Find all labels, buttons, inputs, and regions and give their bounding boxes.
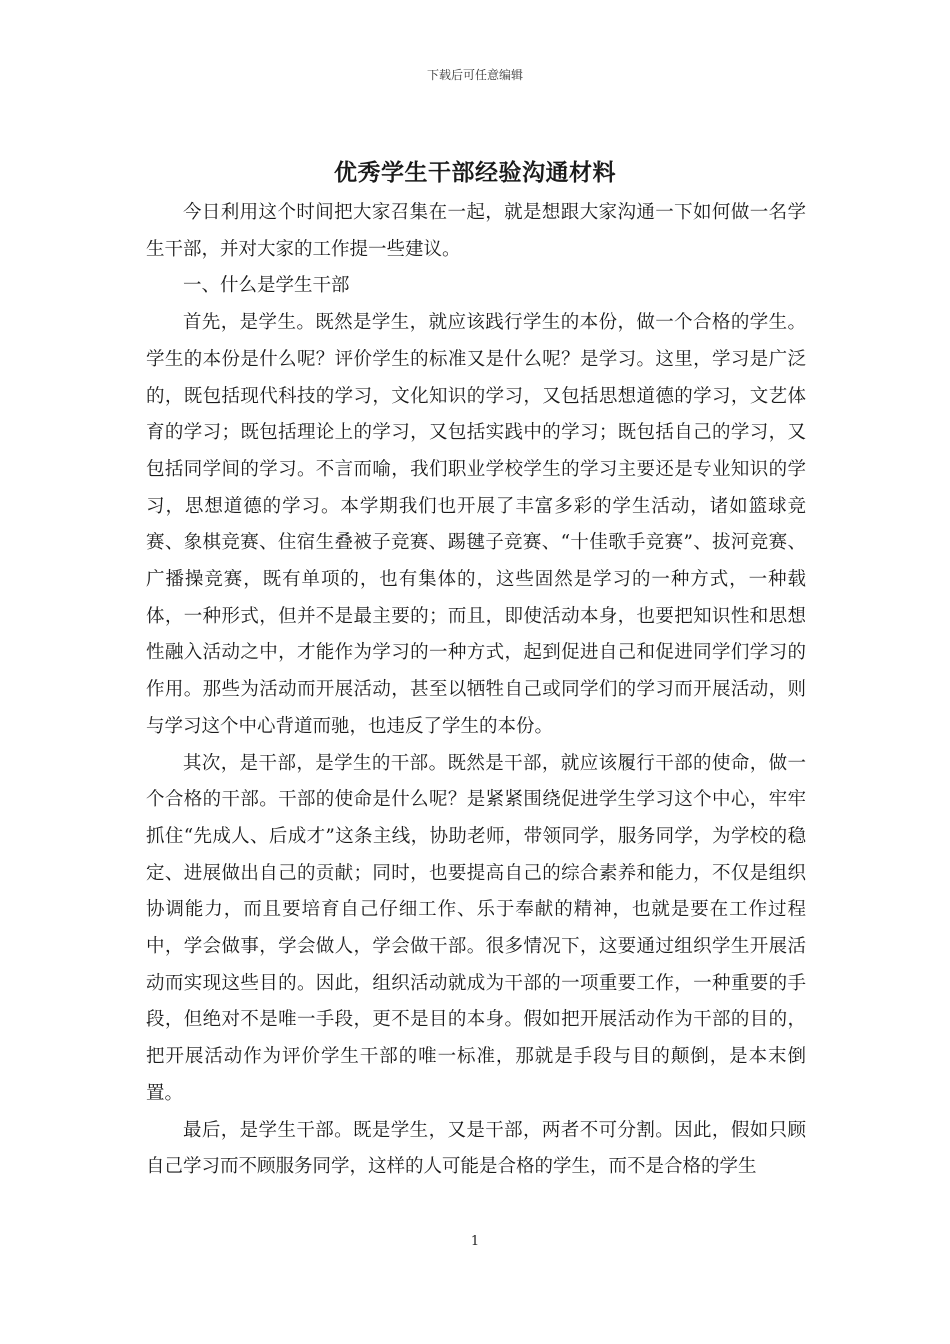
document-title: 优秀学生干部经验沟通材料: [334, 159, 616, 186]
page-number: 1: [470, 1234, 480, 1249]
paragraph-student: 首先，是学生。既然是学生，就应该践行学生的本份，做一个合格的学生。学生的本份是什么呢？评价学生的标准又是什么呢？是学习。这里，学习是广泛的，既包括现代科技的学习，文化知识的学习，又包括思想道德的学习，文艺体育的学习；既包括理论上的学习，又包括实践中的学习；既包括自己的学习，又包括同学间的学习。不言而喻，我们职业学校学生的学习主要还是专业知识的学习，思想道德的学习。本学期我们也开展了丰富多彩的学生活动，诸如篮球竞赛、象棋竞赛、住宿生叠被子竞赛、踢毽子竞赛、“十佳歌手竞赛”、拔河竞赛、广播操竞赛，既有单项的，也有集体的，这些固然是学习的一种方式，一种载体，一种形式，但并不是最主要的；而且，即使活动本身，也要把知识性和思想性融入活动之中，才能作为学习的一种方式，起到促进自己和促进同学们学习的作用。那些为活动而开展活动，甚至以牺牲自己或同学们的学习而开展活动，则与学习这个中心背道而驰，也违反了学生的本份。: [146, 312, 806, 737]
paragraph-intro: 今日利用这个时间把大家召集在一起，就是想跟大家沟通一下如何做一名学生干部，并对大家的工作提一些建议。: [146, 202, 806, 260]
paragraph-cadre: 其次，是干部，是学生的干部。既然是干部，就应该履行干部的使命，做一个合格的干部。干部的使命是什么呢？是紧紧围绕促进学生学习这个中心，牢牢抓住“先成人、后成才”这条主线，协助老师，带领同学，服务同学，为学校的稳定、进展做出自己的贡献；同时，也要提高自己的综合素养和能力，不仅是组织协调能力，而且要培育自己仔细工作、乐于奉献的精神，也就是要在工作过程中，学会做事，学会做人，学会做干部。很多情况下，这要通过组织学生开展活动而实现这些目的。因此，组织活动就成为干部的一项重要工作，一种重要的手段，但绝对不是唯一手段，更不是目的本身。假如把开展活动作为干部的目的，把开展活动作为评价学生干部的唯一标准，那就是手段与目的颠倒，是本末倒置。: [146, 752, 806, 1104]
paragraph-student-cadre: 最后，是学生干部。既是学生，又是干部，两者不可分割。因此，假如只顾自己学习而不顾服务同学，这样的人可能是合格的学生，而不是合格的学生: [146, 1119, 806, 1178]
section-heading: 一、什么是学生干部: [183, 275, 350, 297]
header-note: 下载后可任意编辑: [426, 68, 523, 82]
document-body: [146, 195, 806, 1186]
